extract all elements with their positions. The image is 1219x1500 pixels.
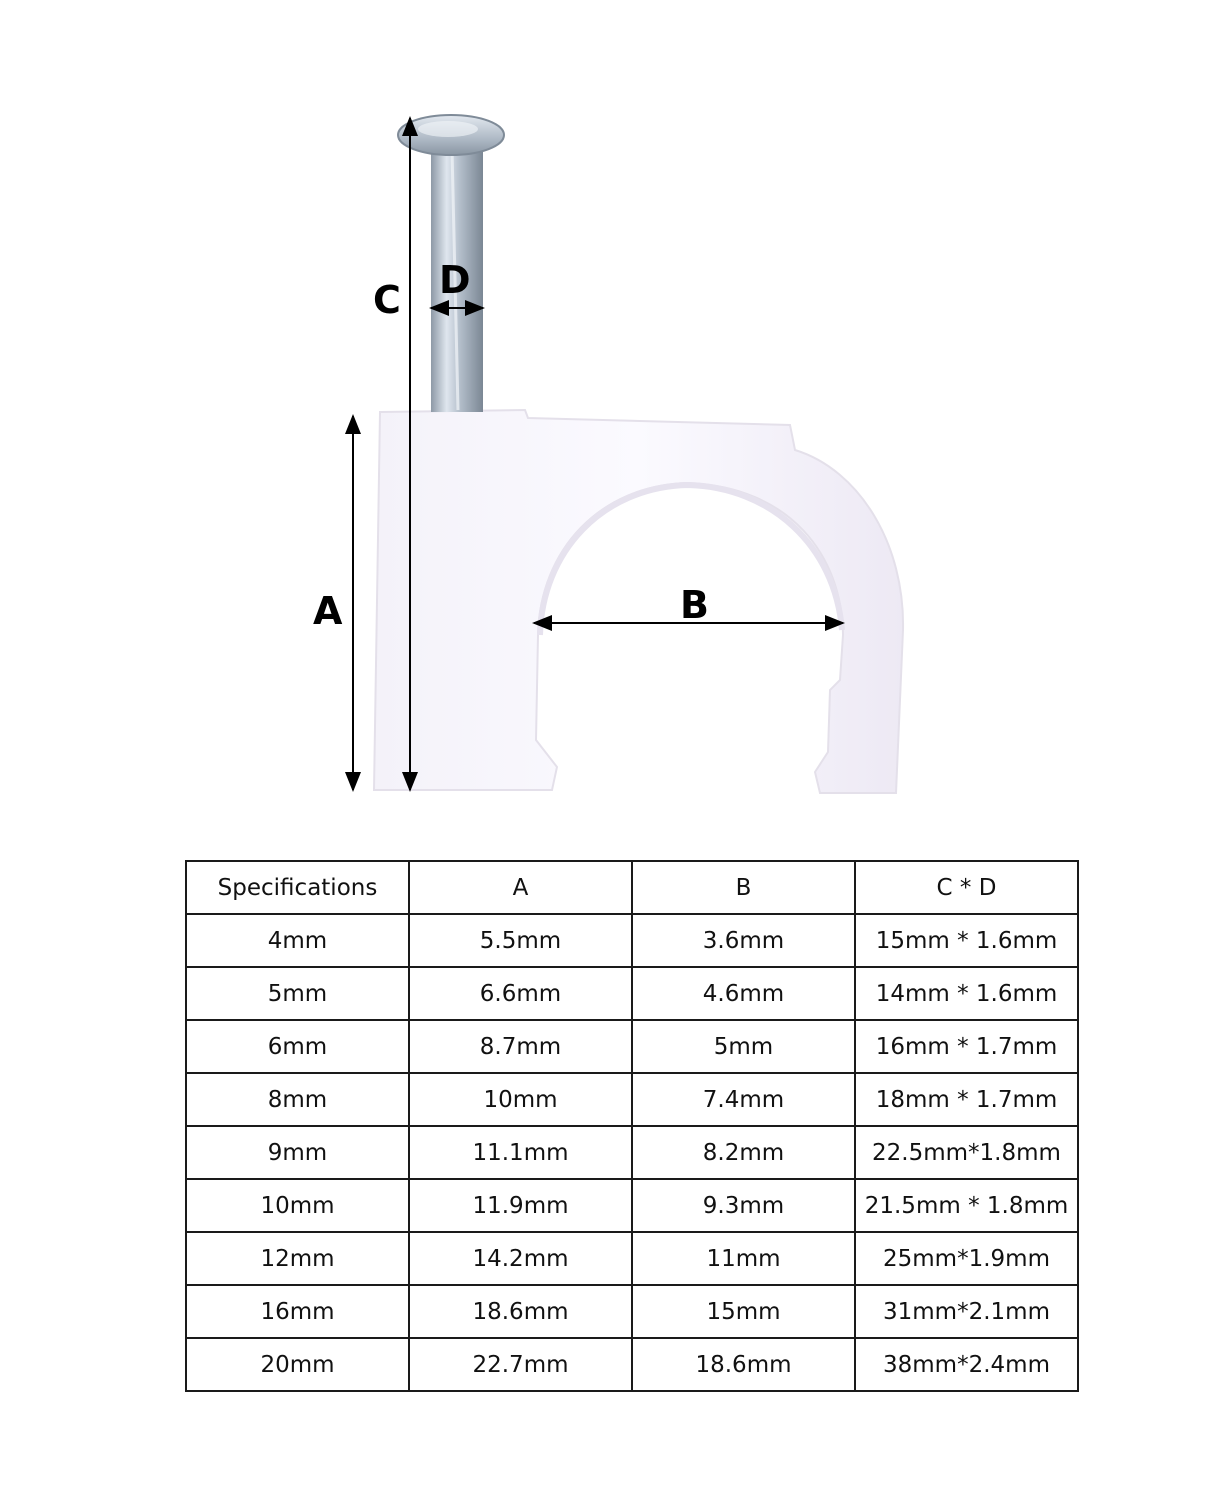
table-cell: 8mm xyxy=(186,1073,409,1126)
table-row xyxy=(186,1073,1078,1126)
header-cell-c-d: C * D xyxy=(855,861,1078,914)
table-cell: 7.4mm xyxy=(632,1073,855,1126)
table-cell: 4.6mm xyxy=(632,967,855,1020)
table-cell: 15mm * 1.6mm xyxy=(855,914,1078,967)
table-cell: 8.7mm xyxy=(409,1020,632,1073)
table-cell: 12mm xyxy=(186,1232,409,1285)
table-cell: 11.1mm xyxy=(409,1126,632,1179)
dimension-a xyxy=(313,416,353,790)
table-cell: 16mm xyxy=(186,1285,409,1338)
table-cell: 15mm xyxy=(632,1285,855,1338)
table-cell: 6mm xyxy=(186,1020,409,1073)
table-cell: 14.2mm xyxy=(409,1232,632,1285)
table-cell: 22.7mm xyxy=(409,1338,632,1391)
table-row xyxy=(186,1179,1078,1232)
table-cell: 8.2mm xyxy=(632,1126,855,1179)
table-cell: 25mm*1.9mm xyxy=(855,1232,1078,1285)
table-cell: 21.5mm * 1.8mm xyxy=(855,1179,1078,1232)
table-row xyxy=(186,1126,1078,1179)
table-cell: 18.6mm xyxy=(632,1338,855,1391)
table-cell: 5mm xyxy=(632,1020,855,1073)
table-cell: 3.6mm xyxy=(632,914,855,967)
table-row xyxy=(186,1232,1078,1285)
table-cell: 22.5mm*1.8mm xyxy=(855,1126,1078,1179)
table-row xyxy=(186,914,1078,967)
table-cell: 31mm*2.1mm xyxy=(855,1285,1078,1338)
label-c: C xyxy=(373,278,401,322)
label-a: A xyxy=(313,589,343,633)
header-cell-b: B xyxy=(632,861,855,914)
table-cell: 11mm xyxy=(632,1232,855,1285)
clip-body xyxy=(374,410,903,793)
table-cell: 6.6mm xyxy=(409,967,632,1020)
table-cell: 5mm xyxy=(186,967,409,1020)
table-cell: 18mm * 1.7mm xyxy=(855,1073,1078,1126)
table-cell: 10mm xyxy=(409,1073,632,1126)
table-cell: 38mm*2.4mm xyxy=(855,1338,1078,1391)
specifications-table xyxy=(185,860,1079,1392)
label-b: B xyxy=(680,583,709,627)
table-cell: 11.9mm xyxy=(409,1179,632,1232)
table-cell: 9mm xyxy=(186,1126,409,1179)
table-cell: 9.3mm xyxy=(632,1179,855,1232)
label-d: D xyxy=(439,258,471,302)
table-cell: 18.6mm xyxy=(409,1285,632,1338)
table-cell: 20mm xyxy=(186,1338,409,1391)
header-cell-specifications: Specifications xyxy=(186,861,409,914)
table-row xyxy=(186,1285,1078,1338)
header-cell-a: A xyxy=(409,861,632,914)
cable-clip xyxy=(374,410,903,793)
table-header-row xyxy=(186,861,1078,914)
table-cell: 4mm xyxy=(186,914,409,967)
table-row xyxy=(186,1338,1078,1391)
table-row xyxy=(186,1020,1078,1073)
table-cell: 5.5mm xyxy=(409,914,632,967)
table-cell: 16mm * 1.7mm xyxy=(855,1020,1078,1073)
table-cell: 14mm * 1.6mm xyxy=(855,967,1078,1020)
table-row xyxy=(186,967,1078,1020)
table-cell: 10mm xyxy=(186,1179,409,1232)
dimension-b xyxy=(534,583,843,627)
